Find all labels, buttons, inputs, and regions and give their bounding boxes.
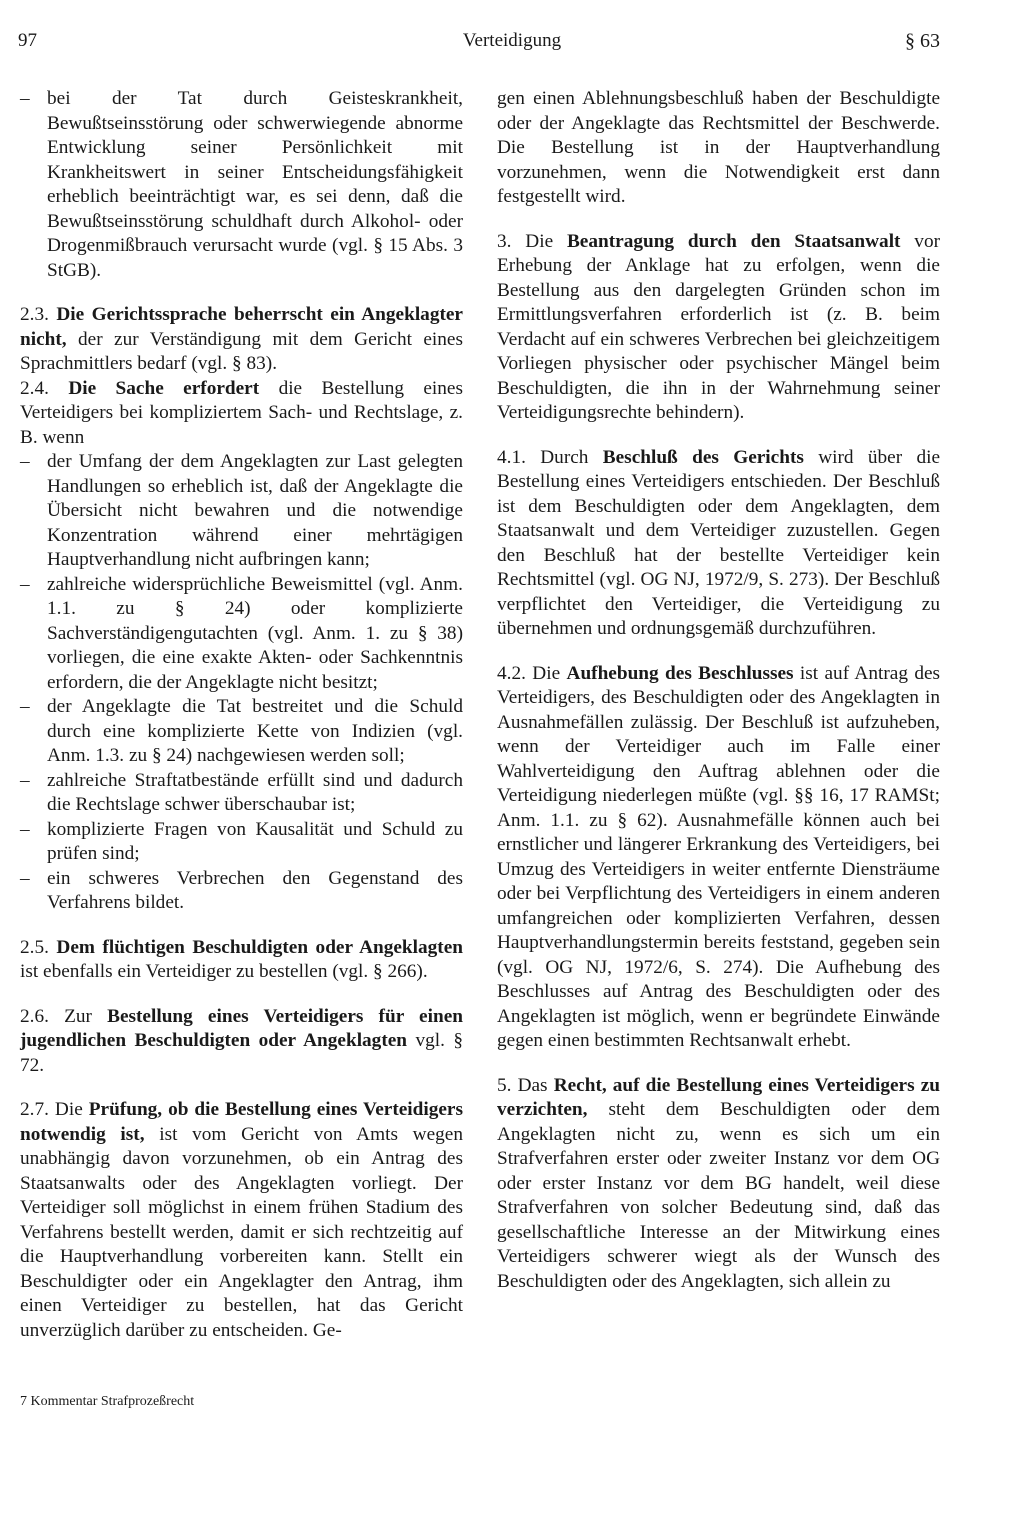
paragraph-5 — [497, 1074, 940, 1295]
paragraph-number: 4.2. — [497, 662, 526, 684]
list-item-text: ein schweres Verbrechen den Gegenstand des Verfahrens bildet. — [47, 867, 463, 913]
dash-marker: – — [20, 573, 30, 595]
list-item — [20, 450, 463, 573]
bold-term: Die Sache erfordert — [68, 377, 260, 399]
list-item — [20, 695, 463, 769]
paragraph-text: ist auf Antrag des Verteidigers, des Beschuldigten oder des Angeklagten in Ausnahmefällen zulässig. Der Beschluß ist aufzuheben, wenn der Verteidiger auch im Falle einer Wahlverteidigung den Auftrag ablehnen oder die Verteidigung niederlegen müßte (vgl. §§ 16, 17 RAMSt; Anm. 1.1. zu § 62). Ausnahmefälle können auch bei ernstlicher und längerer Erkrankung des Verteidigers, bei Umzug des Verteidigers in weiter entfernte Diensträume oder bei Verpflichtung des Verteidigers in einem anderen umfangreichen oder komplizierten Verfahren, dessen Hauptverhandlungstermin bereits feststand, gegeben sein (vgl. OG NJ, 1972/6, S. 274). Die Aufhebung des Beschlusses auf Antrag des Beschuldigten oder des Angeklagten ist möglich, wenn er begründete Einwände gegen einen bestimmten Rechtsanwalt erhebt. — [497, 662, 941, 1051]
paragraph-lead: Die — [532, 662, 561, 684]
paragraph-number: 5. — [497, 1074, 512, 1096]
dash-marker: – — [20, 451, 30, 472]
paragraph-number: 4.1. — [497, 446, 526, 468]
list-item-text: der Umfang der dem Angeklagten zur Last gelegten Handlungen so erheblich ist, daß der Angeklagte die Übersicht nicht bewahren und die notwendige Konzentration während einer mehrtägigen Hauptverhandlung nicht aufbringen kann; — [47, 451, 463, 570]
paragraph-text: der zur Verständigung mit dem Gericht eines Sprachmittlers bedarf (vgl. § 83). — [20, 328, 463, 374]
paragraph-3 — [497, 230, 940, 426]
paragraph-text: vor Erhebung der Anklage hat zu erfolgen, wenn die Bestellung aus den dargelegten Gründen schon im Ermittlungsverfahren erforderlich ist (z. B. beim Verdacht auf ein schweres Verbrechen bei gleichzeitigem Vorliegen physischer oder psychischer Mängel beim Beschuldigten, die ihn in der Wahrnehmung seiner Verteidigungsrechte behindern). — [497, 230, 940, 423]
paragraph-lead: Die — [525, 230, 554, 252]
paragraph-2-5 — [20, 936, 463, 985]
page-number: 97 — [18, 30, 37, 51]
paragraph-number: 2.7. — [20, 1099, 49, 1120]
page-footer: 7 Kommentar Strafprozeßrecht — [20, 1394, 195, 1409]
dash-marker: – — [20, 88, 30, 109]
list-item — [20, 867, 463, 916]
bold-term: Beschluß des Gerichts — [602, 446, 804, 468]
paragraph-4-2 — [497, 662, 940, 1054]
section-number: § 63 — [905, 30, 940, 52]
criteria-list — [20, 450, 463, 916]
paragraph-number: 2.3. — [20, 304, 49, 325]
list-item — [20, 573, 463, 696]
list-item-text: der Angeklagte die Tat bestreitet und die Schuld durch eine komplizierte Kette von Indizien (vgl. Anm. 1.3. zu § 24) nachgewiesen werden soll; — [47, 696, 463, 766]
paragraph-lead: Die — [54, 1099, 83, 1120]
bold-term: Dem flüchtigen Beschuldigten oder Angeklagten — [56, 936, 463, 958]
bold-term: Bestellung eines Verteidigers für einen jugendlichen Beschuldigten oder Angeklagten — [20, 1005, 463, 1051]
paragraph-text: ist ebenfalls ein Verteidiger zu bestellen (vgl. § 266). — [20, 961, 428, 982]
dash-marker: – — [20, 696, 30, 717]
paragraph-lead: Das — [517, 1074, 548, 1096]
paragraph-text: vgl. § 72. — [20, 1030, 463, 1076]
list-item — [20, 87, 463, 283]
list-item-text: zahlreiche Straftatbestände erfüllt sind und dadurch die Rechtslage schwer überschaubar ist; — [47, 769, 463, 815]
paragraph-2-6 — [20, 1005, 463, 1079]
paragraph-number: 2.6. — [20, 1005, 49, 1027]
paragraph-continuation: gen einen Ablehnungsbeschluß haben der Beschuldigte oder der Angeklagte das Rechtsmittel der Beschwerde. Die Bestellung ist in der Hauptverhandlung vorzunehmen, wenn die Notwendigkeit erst dann festgestellt wird. — [497, 88, 940, 207]
running-title: Verteidigung — [462, 30, 562, 51]
paragraph-number: 2.5. — [20, 936, 49, 958]
bold-term: Aufhebung des Beschlusses — [566, 662, 794, 684]
paragraph-4-1 — [497, 446, 940, 642]
dash-marker: – — [20, 867, 30, 889]
bold-term: Prüfung, ob die Bestellung eines Verteidigers notwendig ist, — [20, 1099, 463, 1145]
bold-term: Die Gerichtssprache beherrscht ein Angeklagter nicht, — [20, 304, 463, 350]
list-item — [20, 818, 463, 867]
dash-marker: – — [20, 818, 30, 840]
list-item-text: bei der Tat durch Geisteskrankheit, Bewußtseinsstörung oder schwerwiegende abnorme Entwicklung seiner Persönlichkeit mit Krankheitswert in seiner Entscheidungsfähigkeit erheblich beeinträchtigt war, es sei denn, daß die Bewußtseinsstörung schuldhaft durch Alkohol- oder Drogenmißbrauch verursacht wurde (vgl. § 15 Abs. 3 StGB). — [47, 88, 463, 281]
list-item — [20, 769, 463, 818]
list-item-text: zahlreiche widersprüchliche Beweismittel (vgl. Anm. 1.1. zu § 24) oder komplizierte Sachverständigengutachten (vgl. Anm. 1. zu § 38) vorliegen, die eine exakte Akten- oder Sachkenntnis erfordern, die der Angeklagte nicht besitzt; — [47, 573, 463, 693]
paragraph-2-4 — [20, 377, 463, 451]
paragraph-number: 3. — [497, 230, 512, 252]
paragraph-text: ist vom Gericht von Amts wegen unabhängig davon vorzunehmen, ob ein Antrag des Staatsanwalts oder des Angeklagten vorliegt. Der Verteidiger soll möglichst in einem frühen Stadium des Verfahrens bestellt werden, damit er sich rechtzeitig auf die Hauptverhandlung vorbereiten kann. Stellt ein Beschuldigter oder ein Angeklagter den Antrag, ihm einen Verteidiger zu bestellen, hat das Gericht unverzüglich darüber zu entscheiden. Ge- — [20, 1123, 463, 1341]
right-column — [497, 87, 940, 1294]
paragraph-2-7 — [20, 1098, 463, 1343]
paragraph-lead: Durch — [540, 446, 589, 468]
list-item-text: komplizierte Fragen von Kausalität und Schuld zu prüfen sind; — [47, 818, 463, 864]
dash-marker: – — [20, 769, 30, 791]
paragraph-lead: Zur — [64, 1005, 92, 1027]
bold-term: Recht, auf die Bestellung eines Verteidigers zu verzichten, — [497, 1074, 940, 1120]
paragraph-number: 2.4. — [20, 377, 49, 399]
paragraph-text: die Bestellung eines Verteidigers bei kompliziertem Sach- und Rechtslage, z. B. wenn — [20, 377, 463, 448]
paragraph-text: wird über die Bestellung eines Verteidigers entschieden. Der Beschluß ist dem Beschuldigten oder dem Angeklagten, dem Staatsanwalt und dem Verteidiger zuzustellen. Gegen den Beschluß hat der bestellte Verteidiger kein Rechtsmittel (vgl. OG NJ, 1972/9, S. 273). Der Beschluß verpflichtet den Verteidiger, die Verteidigung zu übernehmen und ordnungsgemäß durchzuführen. — [497, 446, 940, 639]
paragraph-2-3 — [20, 303, 463, 377]
left-column — [20, 87, 463, 1343]
bold-term: Beantragung durch den Staatsanwalt — [566, 230, 901, 252]
paragraph-text: steht dem Beschuldigten oder dem Angeklagten nicht zu, wenn es sich um ein Strafverfahren erster oder zweiter Instanz vor dem OG oder erster Instanz vor dem BG handelt, weil diese Strafverfahren von solcher Bedeutung sind, daß das gesellschaftliche Interesse an der Mitwirkung eines Verteidigers schwerer wiegt als der Wunsch des Beschuldigten oder des Angeklagten, sich allein zu — [497, 1099, 940, 1292]
